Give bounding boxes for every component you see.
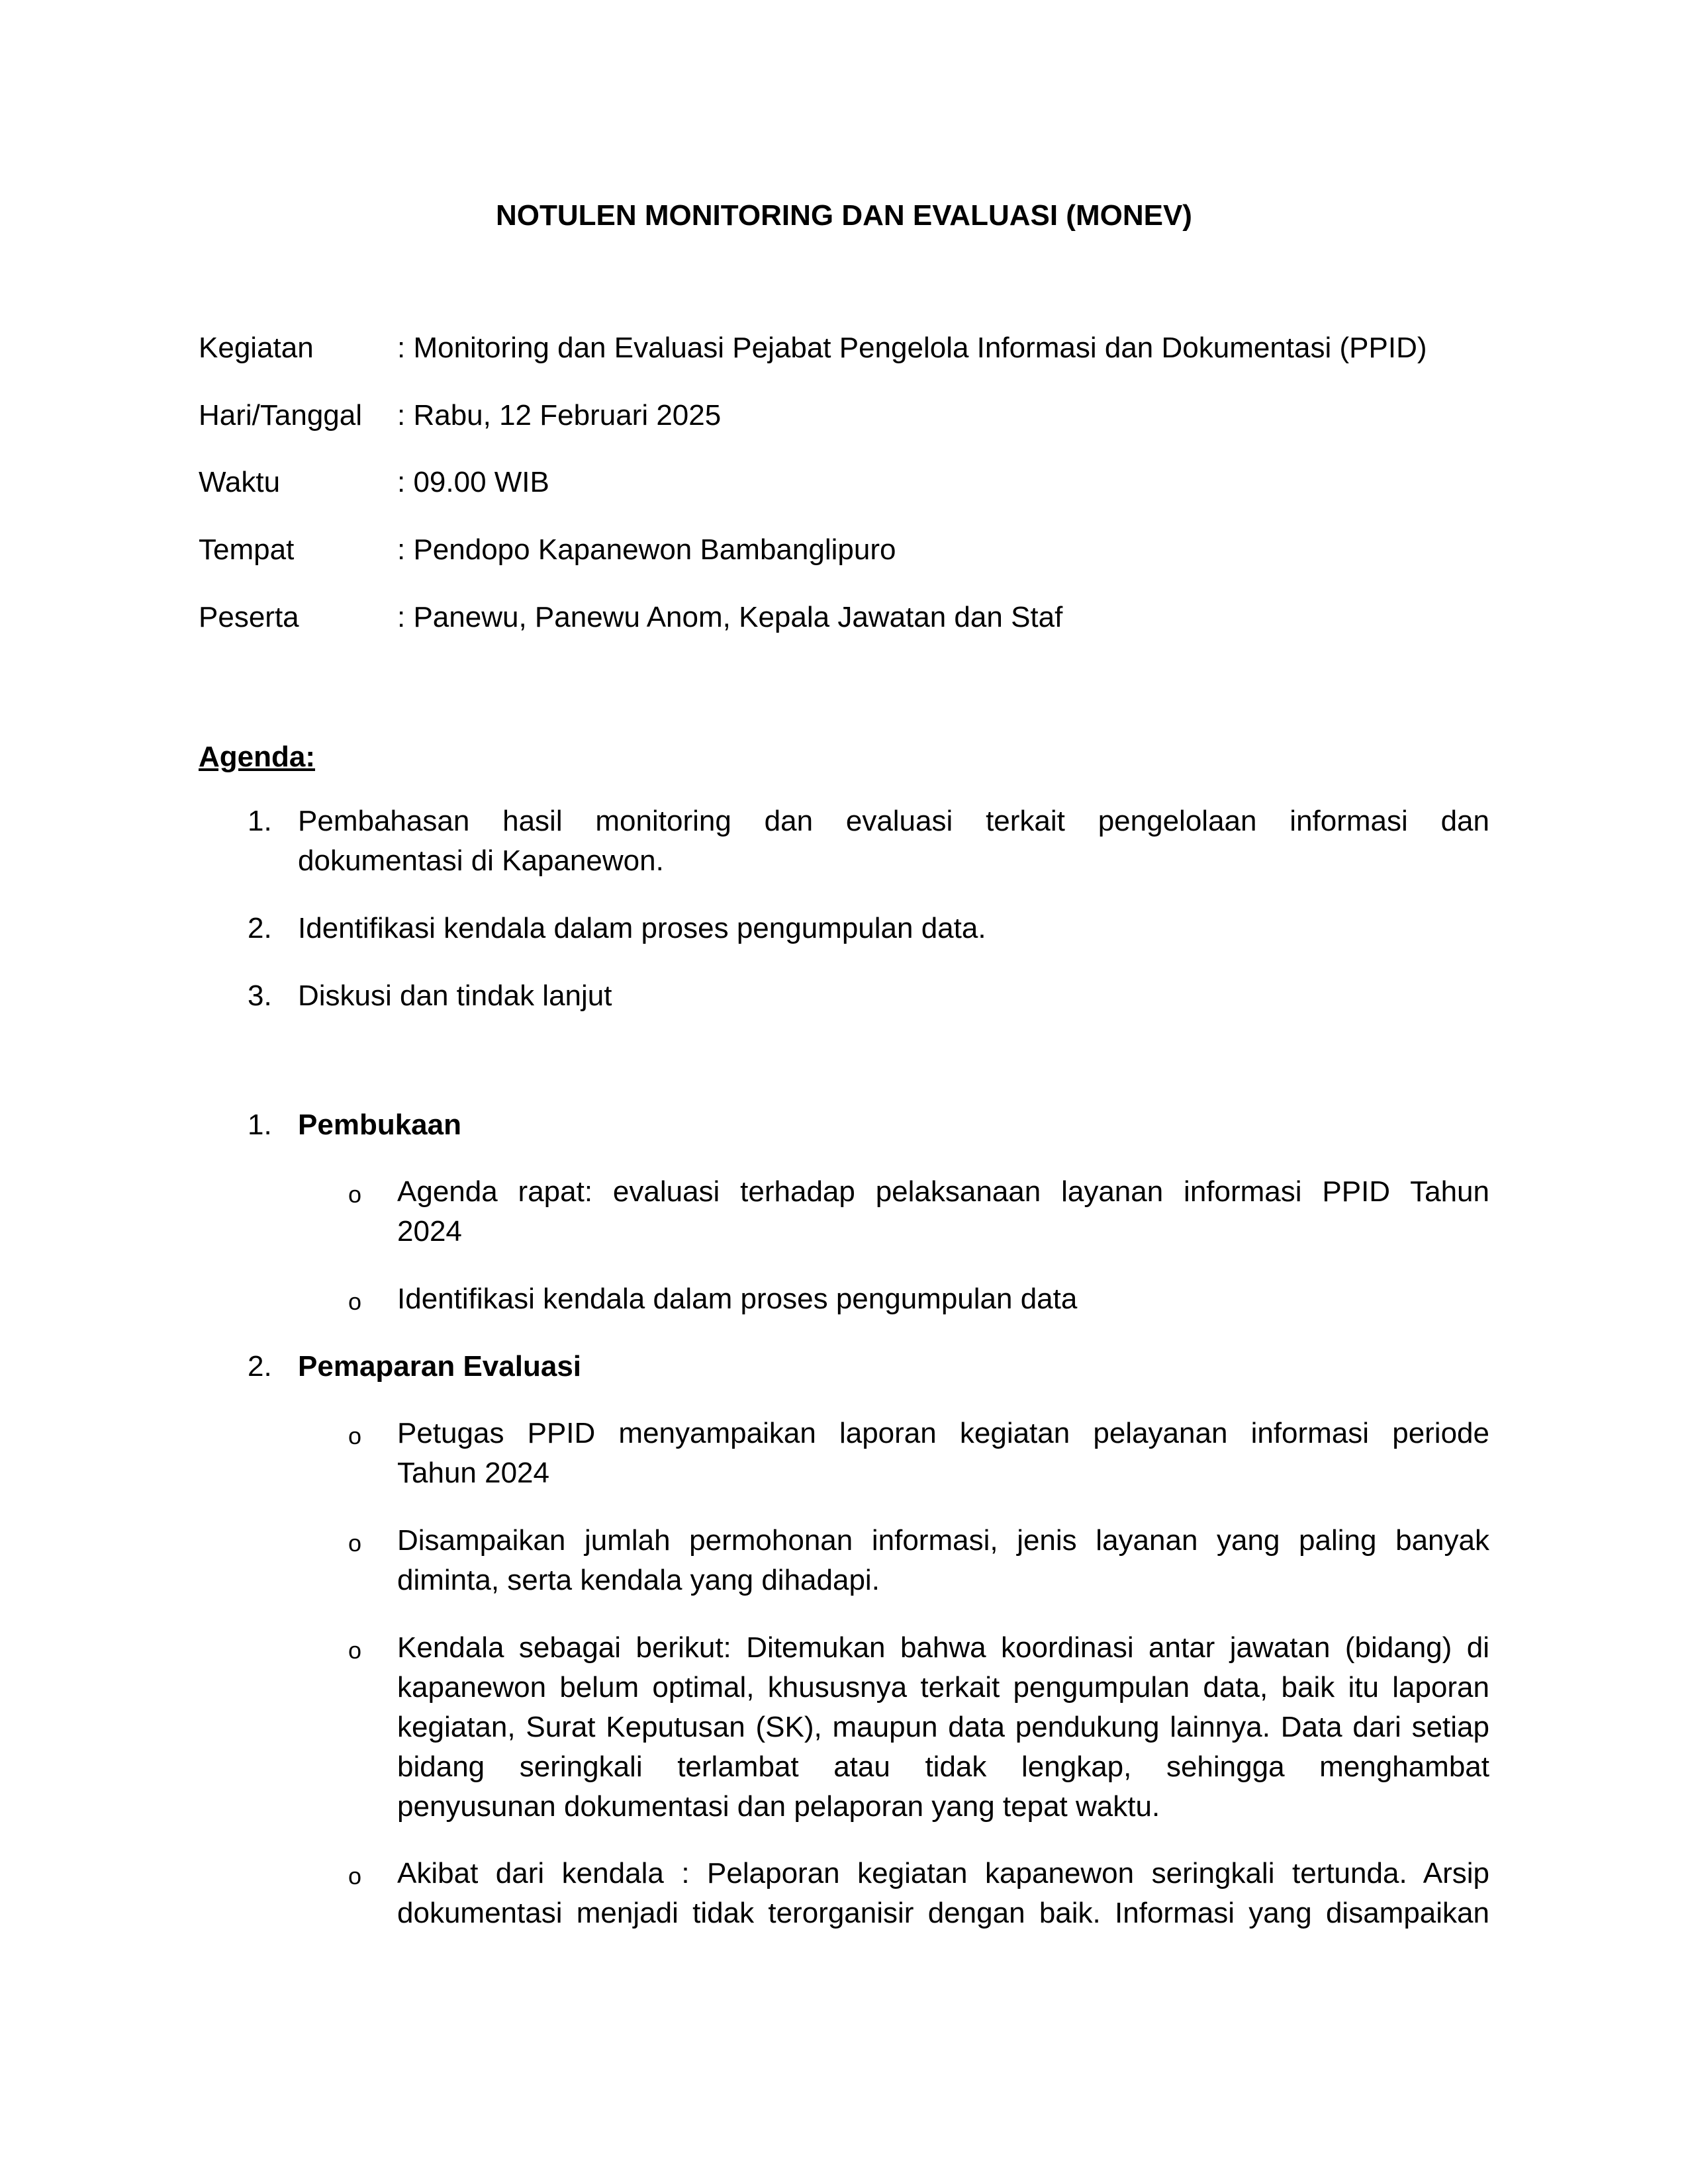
bullet-item (397, 1279, 1489, 1319)
info-label: Waktu (199, 466, 281, 498)
bullet-line: Disampaikan jumlah permohonan informasi, jenis layanan yang paling banyak (397, 1524, 1489, 1557)
agenda-heading: Agenda: (199, 741, 315, 773)
bullet-line: diminta, serta kendala yang dihadapi. (397, 1564, 880, 1596)
info-value: : Panewu, Panewu Anom, Kepala Jawatan dan Staf (397, 601, 1063, 633)
bullet-marker: o (348, 1637, 362, 1664)
bullet-line: kapanewon belum optimal, khususnya terkait pengumpulan data, baik itu laporan (397, 1671, 1489, 1704)
bullet-line: kegiatan, Surat Keputusan (SK), maupun data pendukung lainnya. Data dari setiap (397, 1711, 1489, 1743)
info-label: Kegiatan (199, 332, 314, 364)
bullet-line: Kendala sebagai berikut: Ditemukan bahwa koordinasi antar jawatan (bidang) di (397, 1631, 1489, 1664)
agenda-item (298, 909, 1489, 948)
bullet-marker: o (348, 1181, 362, 1208)
bullet-marker: o (348, 1422, 362, 1449)
info-row-kegiatan (199, 328, 1427, 368)
bullet-line: Agenda rapat: evaluasi terhadap pelaksanaan layanan informasi PPID Tahun (397, 1175, 1489, 1208)
bullet-item (397, 1414, 1489, 1493)
info-label: Hari/Tanggal (199, 399, 363, 432)
bullet-item (397, 1521, 1489, 1600)
agenda-item-number: 1. (248, 805, 272, 837)
info-value: : 09.00 WIB (397, 466, 549, 498)
section-number: 1. (248, 1109, 272, 1141)
bullet-line: penyusunan dokumentasi dan pelaporan yang tepat waktu. (397, 1790, 1160, 1823)
info-label: Peserta (199, 601, 299, 633)
info-row-tempat (199, 530, 896, 570)
section-title-pemaparan-evaluasi: Pemaparan Evaluasi (298, 1350, 582, 1383)
bullet-line: 2024 (397, 1215, 462, 1248)
bullet-line: dokumentasi menjadi tidak terorganisir dengan baik. Informasi yang disampaikan (397, 1897, 1489, 1929)
bullet-item (397, 1854, 1489, 1933)
info-value: : Pendopo Kapanewon Bambanglipuro (397, 533, 896, 566)
bullet-marker: o (348, 1288, 362, 1315)
bullet-marker: o (348, 1529, 362, 1557)
bullet-marker: o (348, 1862, 362, 1889)
info-row-peserta (199, 598, 1062, 637)
agenda-item (298, 801, 1489, 881)
bullet-line: Identifikasi kendala dalam proses pengumpulan data (397, 1283, 1078, 1315)
section-title-pembukaan: Pembukaan (298, 1109, 461, 1141)
agenda-item-number: 3. (248, 979, 272, 1012)
section-number: 2. (248, 1350, 272, 1383)
bullet-line: Petugas PPID menyampaikan laporan kegiatan pelayanan informasi periode (397, 1417, 1489, 1449)
info-row-waktu (199, 463, 549, 502)
agenda-item-number: 2. (248, 912, 272, 944)
bullet-line: Tahun 2024 (397, 1457, 549, 1489)
agenda-item-line: Diskusi dan tindak lanjut (298, 979, 612, 1012)
info-row-hari-tanggal (199, 396, 721, 435)
bullet-item (397, 1628, 1489, 1827)
agenda-item-line: dokumentasi di Kapanewon. (298, 844, 664, 877)
agenda-item-line: Identifikasi kendala dalam proses pengumpulan data. (298, 912, 986, 944)
document-title: NOTULEN MONITORING DAN EVALUASI (MONEV) (496, 199, 1192, 232)
info-label: Tempat (199, 533, 295, 566)
bullet-item (397, 1172, 1489, 1251)
info-value: : Rabu, 12 Februari 2025 (397, 399, 722, 432)
bullet-line: Akibat dari kendala : Pelaporan kegiatan kapanewon seringkali tertunda. Arsip (397, 1857, 1489, 1889)
bullet-line: bidang seringkali terlambat atau tidak lengkap, sehingga menghambat (397, 1751, 1489, 1783)
agenda-item (298, 976, 1489, 1016)
agenda-item-line: Pembahasan hasil monitoring dan evaluasi terkait pengelolaan informasi dan (298, 805, 1489, 837)
info-value: : Monitoring dan Evaluasi Pejabat Pengelola Informasi dan Dokumentasi (PPID) (397, 332, 1427, 364)
